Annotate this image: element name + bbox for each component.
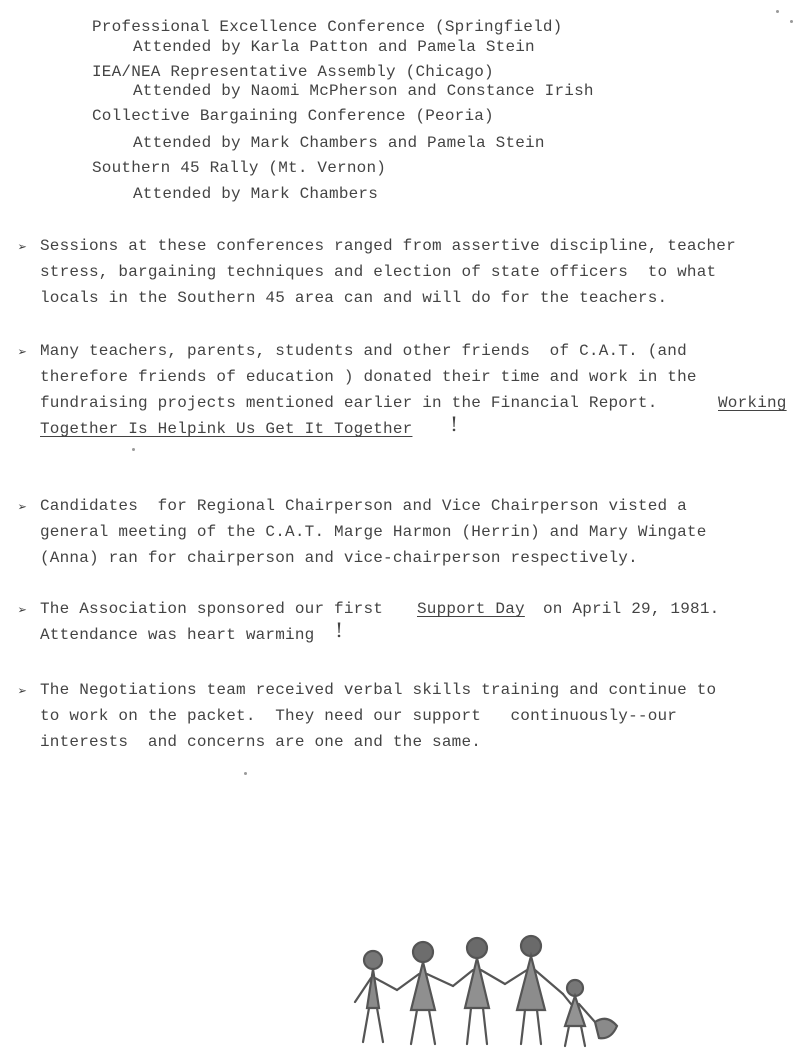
working-together-phrase: Together Is Helpink Us Get It Together: [40, 420, 413, 438]
sessions-line: stress, bargaining techniques and election of state officers to what: [40, 263, 717, 281]
bullet-arrow-icon: ➢: [18, 500, 28, 517]
conference-attendees: Attended by Naomi McPherson and Constance Irish: [133, 82, 594, 100]
conference-title: Southern 45 Rally (Mt. Vernon): [92, 159, 387, 177]
scan-speck: [132, 448, 135, 451]
scan-speck: [790, 20, 793, 23]
candidates-line: (Anna) ran for chairperson and vice-chairperson respectively.: [40, 549, 638, 567]
conference-title: Collective Bargaining Conference (Peoria): [92, 107, 494, 125]
negotiations-line: to work on the packet. They need our support continuously--our: [40, 707, 678, 725]
support-line: on April 29, 1981.: [543, 600, 720, 618]
handwritten-exclamation: !: [450, 412, 459, 436]
friends-line: fundraising projects mentioned earlier in the Financial Report.: [40, 394, 658, 412]
friends-line: Many teachers, parents, students and other friends of C.A.T. (and: [40, 342, 687, 360]
bullet-arrow-icon: ➢: [18, 684, 28, 701]
support-line: The Association sponsored our first: [40, 600, 384, 618]
candidates-line: general meeting of the C.A.T. Marge Harmon (Herrin) and Mary Wingate: [40, 523, 707, 541]
scan-speck: [776, 10, 779, 13]
working-together-phrase: Working: [718, 394, 787, 412]
negotiations-line: The Negotiations team received verbal skills training and continue to: [40, 681, 717, 699]
bullet-arrow-icon: ➢: [18, 345, 28, 362]
candidates-line: Candidates for Regional Chairperson and Vice Chairperson visted a: [40, 497, 687, 515]
conference-title: IEA/NEA Representative Assembly (Chicago): [92, 63, 494, 81]
people-holding-hands-drawing: [345, 930, 645, 1048]
conference-attendees: Attended by Mark Chambers: [133, 185, 379, 203]
support-line: Attendance was heart warming: [40, 626, 315, 644]
bullet-arrow-icon: ➢: [18, 603, 28, 620]
support-day-phrase: Support Day: [417, 600, 525, 618]
negotiations-line: interests and concerns are one and the same.: [40, 733, 482, 751]
scan-speck: [244, 772, 247, 775]
friends-line: therefore friends of education ) donated their time and work in the: [40, 368, 697, 386]
sessions-line: locals in the Southern 45 area can and will do for the teachers.: [40, 289, 668, 307]
bullet-arrow-icon: ➢: [18, 240, 28, 257]
conference-title: Professional Excellence Conference (Springfield): [92, 18, 563, 36]
handwritten-exclamation: !: [335, 618, 344, 642]
sessions-line: Sessions at these conferences ranged from assertive discipline, teacher: [40, 237, 736, 255]
conference-attendees: Attended by Karla Patton and Pamela Stein: [133, 38, 535, 56]
conference-attendees: Attended by Mark Chambers and Pamela Stein: [133, 134, 545, 152]
